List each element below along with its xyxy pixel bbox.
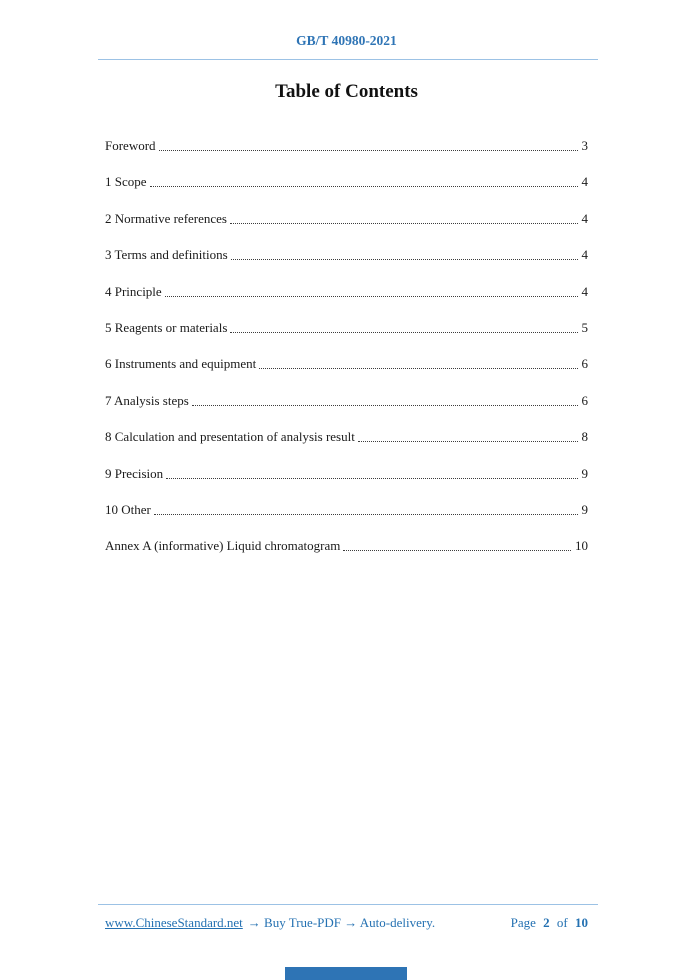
bottom-accent-bar [285, 967, 407, 980]
toc-entry-label: 1 Scope [105, 174, 147, 190]
toc-entry-label: 7 Analysis steps [105, 392, 189, 408]
website-link[interactable]: www.ChineseStandard.net [105, 915, 243, 930]
toc-entry-page: 5 [581, 319, 588, 335]
toc-entry [105, 321, 588, 335]
toc-entry [105, 394, 588, 408]
header-standard-code: GB/T 40980-2021 [296, 33, 397, 48]
toc-entry-label: 4 Principle [105, 283, 162, 299]
toc-entry-page: 4 [581, 210, 588, 226]
toc-entry-page: 10 [575, 538, 588, 554]
footer-tagline: → Buy True-PDF → Auto-delivery. [247, 915, 436, 930]
toc-entry-label: 8 Calculation and presentation of analysis result [105, 429, 355, 445]
toc-entry-label: Annex A (informative) Liquid chromatogram [105, 538, 341, 554]
toc-entry-label: 10 Other [105, 501, 151, 517]
dot-leader [231, 248, 578, 260]
toc-entry-label: Foreword [105, 138, 156, 153]
toc-entry-page: 6 [581, 356, 588, 372]
toc-entry [105, 357, 588, 371]
dot-leader [343, 539, 571, 551]
dot-leader [230, 212, 578, 224]
of-label: of [556, 915, 568, 930]
toc-entry-page: 3 [581, 138, 588, 153]
toc-entry-label: 2 Normative references [105, 210, 227, 226]
toc-entry-page: 9 [581, 465, 588, 481]
toc-list [105, 139, 588, 576]
page-title: Table of Contents [275, 81, 418, 102]
toc-entry-page: 4 [581, 247, 588, 263]
toc-entry [105, 212, 588, 226]
toc-entry-page: 6 [581, 392, 588, 408]
page-label: Page [510, 915, 536, 930]
dot-leader [154, 503, 578, 515]
dot-leader [159, 139, 578, 151]
toc-entry [105, 430, 588, 444]
toc-entry-page: 9 [581, 501, 588, 517]
footer [105, 915, 588, 930]
dot-leader [358, 430, 578, 442]
dot-leader [150, 175, 578, 187]
dot-leader [165, 285, 578, 297]
dot-leader [192, 394, 578, 406]
toc-entry-page: 8 [581, 429, 588, 445]
page-indicator [507, 915, 588, 930]
toc-entry-label: 3 Terms and definitions [105, 247, 228, 263]
toc-entry-page: 4 [581, 283, 588, 299]
footer-divider [98, 904, 598, 905]
dot-leader [166, 467, 577, 479]
toc-entry [105, 248, 588, 262]
toc-entry-page: 4 [581, 174, 588, 190]
toc-entry-label: 6 Instruments and equipment [105, 356, 257, 372]
toc-entry [105, 175, 588, 189]
dot-leader [230, 321, 577, 333]
toc-entry-label: 5 Reagents or materials [105, 319, 228, 335]
toc-entry [105, 539, 588, 553]
header-divider [98, 59, 598, 60]
footer-delivery-note [105, 915, 435, 930]
toc-entry [105, 285, 588, 299]
page-total: 10 [575, 915, 588, 930]
toc-entry [105, 503, 588, 517]
page-current: 2 [543, 915, 550, 930]
toc-entry [105, 139, 588, 153]
toc-entry [105, 467, 588, 481]
toc-entry-label: 9 Precision [105, 465, 164, 481]
dot-leader [259, 357, 577, 369]
